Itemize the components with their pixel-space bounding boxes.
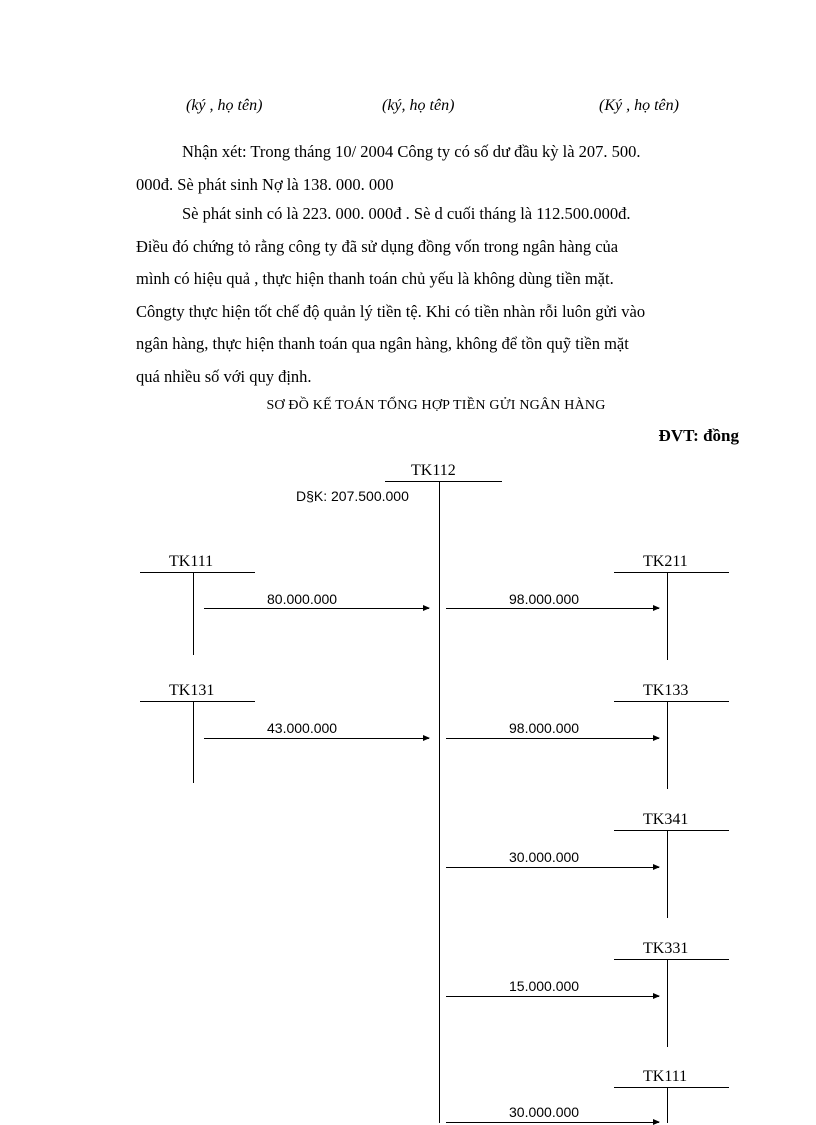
- credit-account-label: TK133: [643, 682, 689, 699]
- credit-flow-arrow: [446, 867, 659, 868]
- credit-amount: 30.000.000: [509, 1104, 580, 1120]
- unit-label: ĐVT: đồng: [658, 426, 739, 445]
- signature-label-3: (Ký , họ tên): [599, 97, 679, 114]
- debit-amount: 43.000.000: [267, 720, 338, 736]
- credit-account-label: TK111: [643, 1068, 688, 1085]
- credit-account-stem: [667, 959, 668, 1047]
- credit-amount: 30.000.000: [509, 849, 580, 865]
- credit-account-label: TK341: [643, 811, 689, 828]
- analysis-line-4: Côngty thực hiện tốt chế độ quản lý tiền tệ. Khi có tiền nhàn rỗi luôn gửi vào: [136, 301, 646, 321]
- credit-account-bar: [614, 830, 729, 831]
- debit-account-stem: [193, 572, 194, 655]
- debit-account-bar: [140, 572, 255, 573]
- credit-amount: 98.000.000: [509, 591, 580, 607]
- analysis-line-1: Sè phát sinh có là 223. 000. 000đ . Sè d cuối tháng là 112.500.000đ.: [182, 204, 631, 223]
- analysis-line-3: mình có hiệu quả , thực hiện thanh toán chủ yếu là không dùng tiền mặt.: [136, 269, 614, 288]
- debit-account-label: TK131: [169, 682, 215, 699]
- remark-paragraph: [136, 136, 739, 201]
- credit-account-bar: [614, 701, 729, 702]
- credit-flow-arrow: [446, 608, 659, 609]
- credit-amount: 98.000.000: [509, 720, 580, 736]
- debit-flow-arrow: [204, 608, 429, 609]
- analysis-line-6: quá nhiều số với quy định.: [136, 366, 312, 386]
- credit-flow-arrow: [446, 996, 659, 997]
- center-account-bar: [385, 481, 502, 482]
- debit-account-label: TK111: [169, 553, 214, 570]
- analysis-line-2: Điều đó chứng tỏ rằng công ty đã sử dụng đồng vốn trong ngân hàng của: [136, 236, 619, 256]
- signature-label-2: (ký, họ tên): [382, 97, 455, 114]
- credit-account-stem: [667, 1087, 668, 1123]
- credit-account-bar: [614, 572, 729, 573]
- credit-account-stem: [667, 572, 668, 660]
- center-account-label: TK112: [411, 462, 456, 479]
- center-account-stem: [439, 481, 440, 1123]
- analysis-paragraph: [136, 198, 739, 393]
- credit-account-stem: [667, 701, 668, 789]
- debit-account-stem: [193, 701, 194, 783]
- credit-flow-arrow: [446, 738, 659, 739]
- credit-amount: 15.000.000: [509, 978, 580, 994]
- credit-account-bar: [614, 959, 729, 960]
- remark-line-1: Nhận xét: Trong tháng 10/ 2004 Công ty có số dư đầu kỳ là 207. 500.: [182, 142, 641, 161]
- signature-label-1: (ký , họ tên): [186, 97, 263, 114]
- opening-balance: D§K: 207.500.000: [296, 488, 409, 504]
- debit-account-bar: [140, 701, 255, 702]
- credit-account-label: TK331: [643, 940, 689, 957]
- analysis-line-5: ngân hàng, thực hiện thanh toán qua ngân hàng, không để tồn quỹ tiền mặt: [136, 334, 629, 353]
- debit-flow-arrow: [204, 738, 429, 739]
- remark-line-2: 000đ. Sè phát sinh Nợ là 138. 000. 000: [136, 174, 394, 194]
- credit-account-bar: [614, 1087, 729, 1088]
- credit-account-stem: [667, 830, 668, 918]
- credit-account-label: TK211: [643, 553, 688, 570]
- debit-amount: 80.000.000: [267, 591, 338, 607]
- diagram-title: SƠ ĐỒ KẾ TOÁN TỔNG HỢP TIỀN GỬI NGÂN HÀNG: [266, 398, 606, 413]
